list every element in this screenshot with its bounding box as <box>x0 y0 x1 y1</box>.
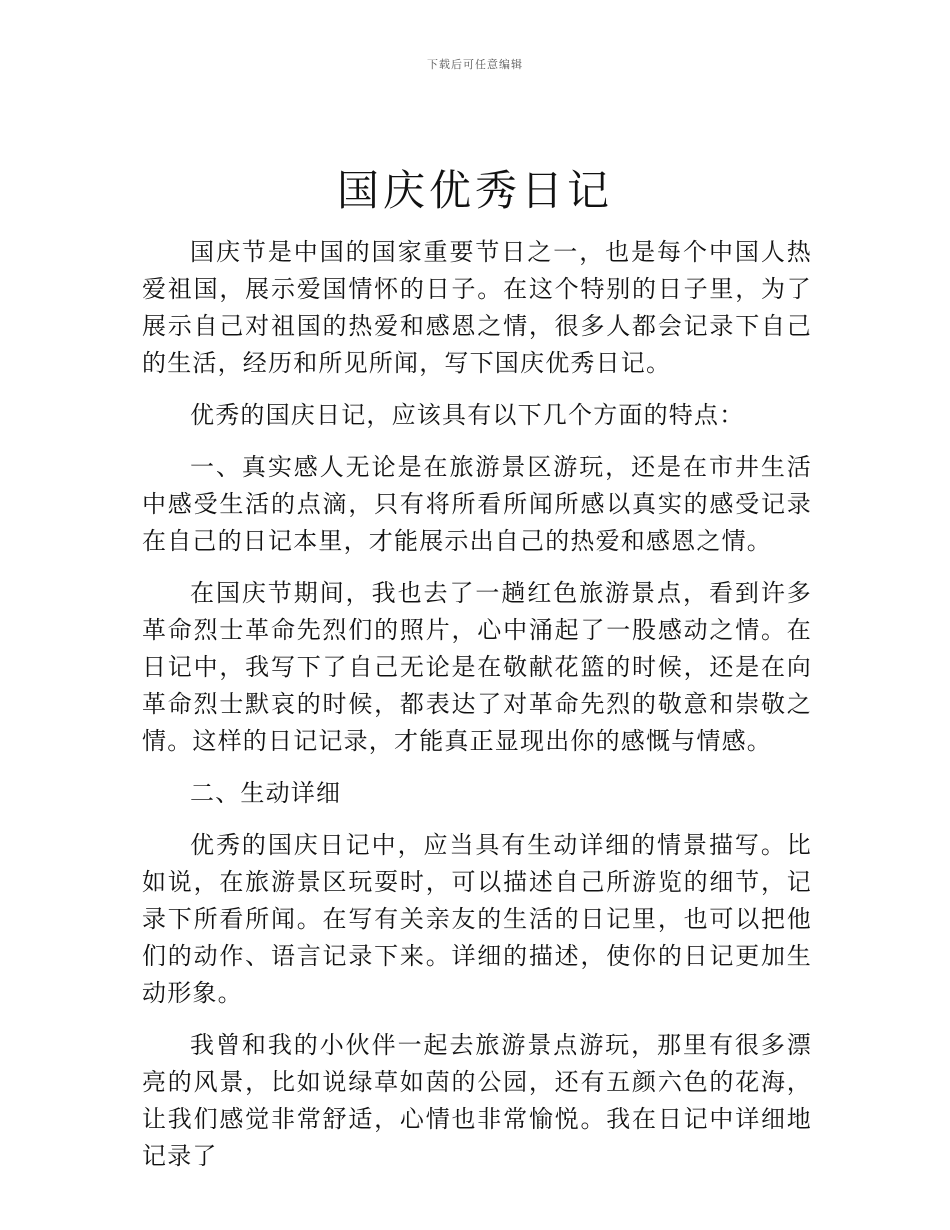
paragraph-point-two-heading: 二、生动详细 <box>190 779 342 807</box>
paragraph-red-tourism: 在国庆节期间，我也去了一趟红色旅游景点，看到许多革命烈士革命先烈们的照片，心中涌起了一股感动之情。在日记中，我写下了自己无论是在敬献花篮的时候，还是在向革命烈士默哀的时候，都表达了对革命先烈的敬意和崇敬之情。这样的日记记录，才能真正显现出你的感慨与情感。 <box>142 579 812 755</box>
document-title: 国庆优秀日记 <box>336 166 613 215</box>
paragraph-features-lead: 优秀的国庆日记，应该具有以下几个方面的特点： <box>190 401 745 429</box>
document-body <box>142 234 812 1190</box>
header-note: 下载后可任意编辑 <box>427 58 523 71</box>
paragraph-intro: 国庆节是中国的国家重要节日之一，也是每个中国人热爱祖国，展示爱国情怀的日子。在这个特别的日子里，为了展示自己对祖国的热爱和感恩之情，很多人都会记录下自己的生活，经历和所见所闻，写下国庆优秀日记。 <box>142 238 812 377</box>
paragraph-point-one: 一、真实感人无论是在旅游景区游玩，还是在市井生活中感受生活的点滴，只有将所看所闻所感以真实的感受记录在自己的日记本里，才能展示出自己的热爱和感恩之情。 <box>142 453 812 555</box>
paragraph-trip-with-friends: 我曾和我的小伙伴一起去旅游景点游玩，那里有很多漂亮的风景，比如说绿草如茵的公园，还有五颜六色的花海，让我们感觉非常舒适，心情也非常愉悦。我在日记中详细地记录了 <box>142 1031 812 1170</box>
paragraph-vivid-detail: 优秀的国庆日记中，应当具有生动详细的情景描写。比如说，在旅游景区玩耍时，可以描述自己所游览的细节，记录下所看所闻。在写有关亲友的生活的日记里，也可以把他们的动作、语言记录下来。详细的描述，使你的日记更加生动形象。 <box>142 831 812 1007</box>
